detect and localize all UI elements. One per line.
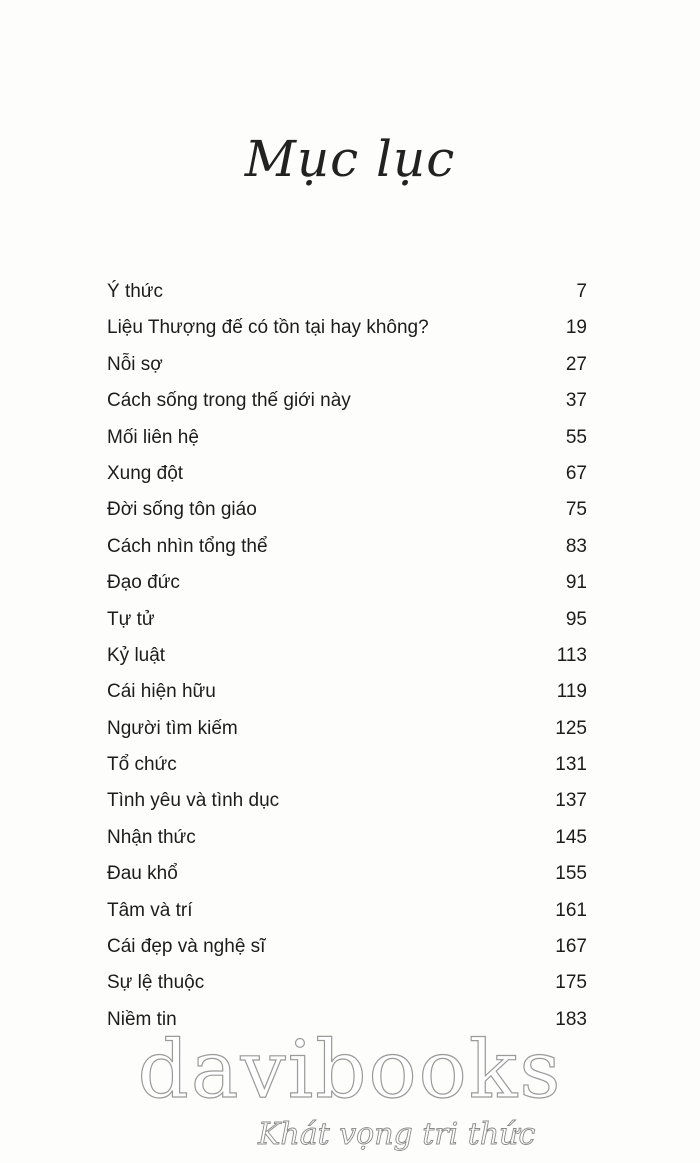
toc-entry-label: Sự lệ thuộc xyxy=(107,972,205,994)
toc-entry-label: Cái đẹp và nghệ sĩ xyxy=(107,936,266,958)
toc-entry-page: 161 xyxy=(555,899,587,921)
toc-entry xyxy=(107,900,587,936)
toc-entry-page: 145 xyxy=(555,826,587,848)
toc-entry-page: 131 xyxy=(555,754,587,776)
toc-entry-page: 83 xyxy=(565,535,587,557)
toc-entry-page: 113 xyxy=(556,644,587,666)
toc-entry-page: 27 xyxy=(565,353,587,375)
toc-entry-label: Kỷ luật xyxy=(107,644,166,666)
toc-entry-page: 7 xyxy=(576,281,587,302)
toc-entry xyxy=(107,463,587,499)
toc-entry-label: Tổ chức xyxy=(107,754,177,776)
toc-entry xyxy=(107,354,587,390)
watermark-brand: davibooks xyxy=(137,1023,563,1116)
toc-entry-label: Đời sống tôn giáo xyxy=(107,499,257,521)
toc-entry-label: Mối liên hệ xyxy=(107,426,199,448)
toc-entry-label: Cái hiện hữu xyxy=(107,681,216,703)
toc-entry-label: Nhận thức xyxy=(107,826,196,848)
toc-entry xyxy=(107,536,587,572)
toc-entry-page: 75 xyxy=(565,499,587,521)
toc-entry-label: Cách nhìn tổng thể xyxy=(107,535,268,557)
toc-entry xyxy=(107,754,587,790)
toc-entry-label: Xung đột xyxy=(107,462,184,484)
toc-entry-page: 67 xyxy=(565,462,587,484)
toc-entry-page: 37 xyxy=(565,390,587,412)
toc-entry xyxy=(107,718,587,754)
toc-entry-page: 155 xyxy=(555,863,587,885)
toc-entry xyxy=(107,390,587,426)
toc-entry-label: Tâm và trí xyxy=(107,899,193,921)
toc-entry-label: Đạo đức xyxy=(107,572,180,594)
toc-entry xyxy=(107,572,587,608)
toc-entry-page: 183 xyxy=(555,1008,587,1030)
toc-entry xyxy=(107,936,587,972)
toc-entry-label: Ý thức xyxy=(107,281,164,302)
toc-entry xyxy=(107,863,587,899)
toc-entry-page: 167 xyxy=(555,936,587,958)
toc-entry xyxy=(107,499,587,535)
toc-entry xyxy=(107,790,587,826)
toc-entry-page: 55 xyxy=(565,426,587,448)
toc-entry xyxy=(107,281,587,317)
toc-entry-label: Người tìm kiếm xyxy=(107,717,238,739)
toc-entry xyxy=(107,427,587,463)
toc-entry xyxy=(107,317,587,353)
toc-entry xyxy=(107,972,587,1008)
table-of-contents xyxy=(107,281,587,1045)
toc-entry-page: 175 xyxy=(555,972,587,994)
toc-entry-page: 137 xyxy=(555,790,587,812)
toc-entry-page: 95 xyxy=(565,608,587,630)
toc-entry xyxy=(107,609,587,645)
toc-entry xyxy=(107,645,587,681)
page-title: Mục lục xyxy=(244,130,456,188)
toc-entry-label: Cách sống trong thế giới này xyxy=(107,390,351,412)
toc-entry-label: Đau khổ xyxy=(107,863,178,885)
toc-entry xyxy=(107,681,587,717)
watermark-tagline: Khát vọng tri thức xyxy=(258,1117,536,1152)
toc-entry-page: 119 xyxy=(556,681,587,703)
toc-entry-label: Nỗi sợ xyxy=(107,353,163,375)
toc-entry-page: 125 xyxy=(555,717,587,739)
toc-entry-label: Tình yêu và tình dục xyxy=(107,790,280,812)
toc-entry-page: 19 xyxy=(565,317,587,339)
toc-entry xyxy=(107,827,587,863)
toc-entry-label: Tự tử xyxy=(107,608,155,630)
toc-entry-label: Liệu Thượng đế có tồn tại hay không? xyxy=(107,317,429,339)
toc-entry-label: Niềm tin xyxy=(107,1008,177,1030)
toc-entry-page: 91 xyxy=(565,572,587,594)
